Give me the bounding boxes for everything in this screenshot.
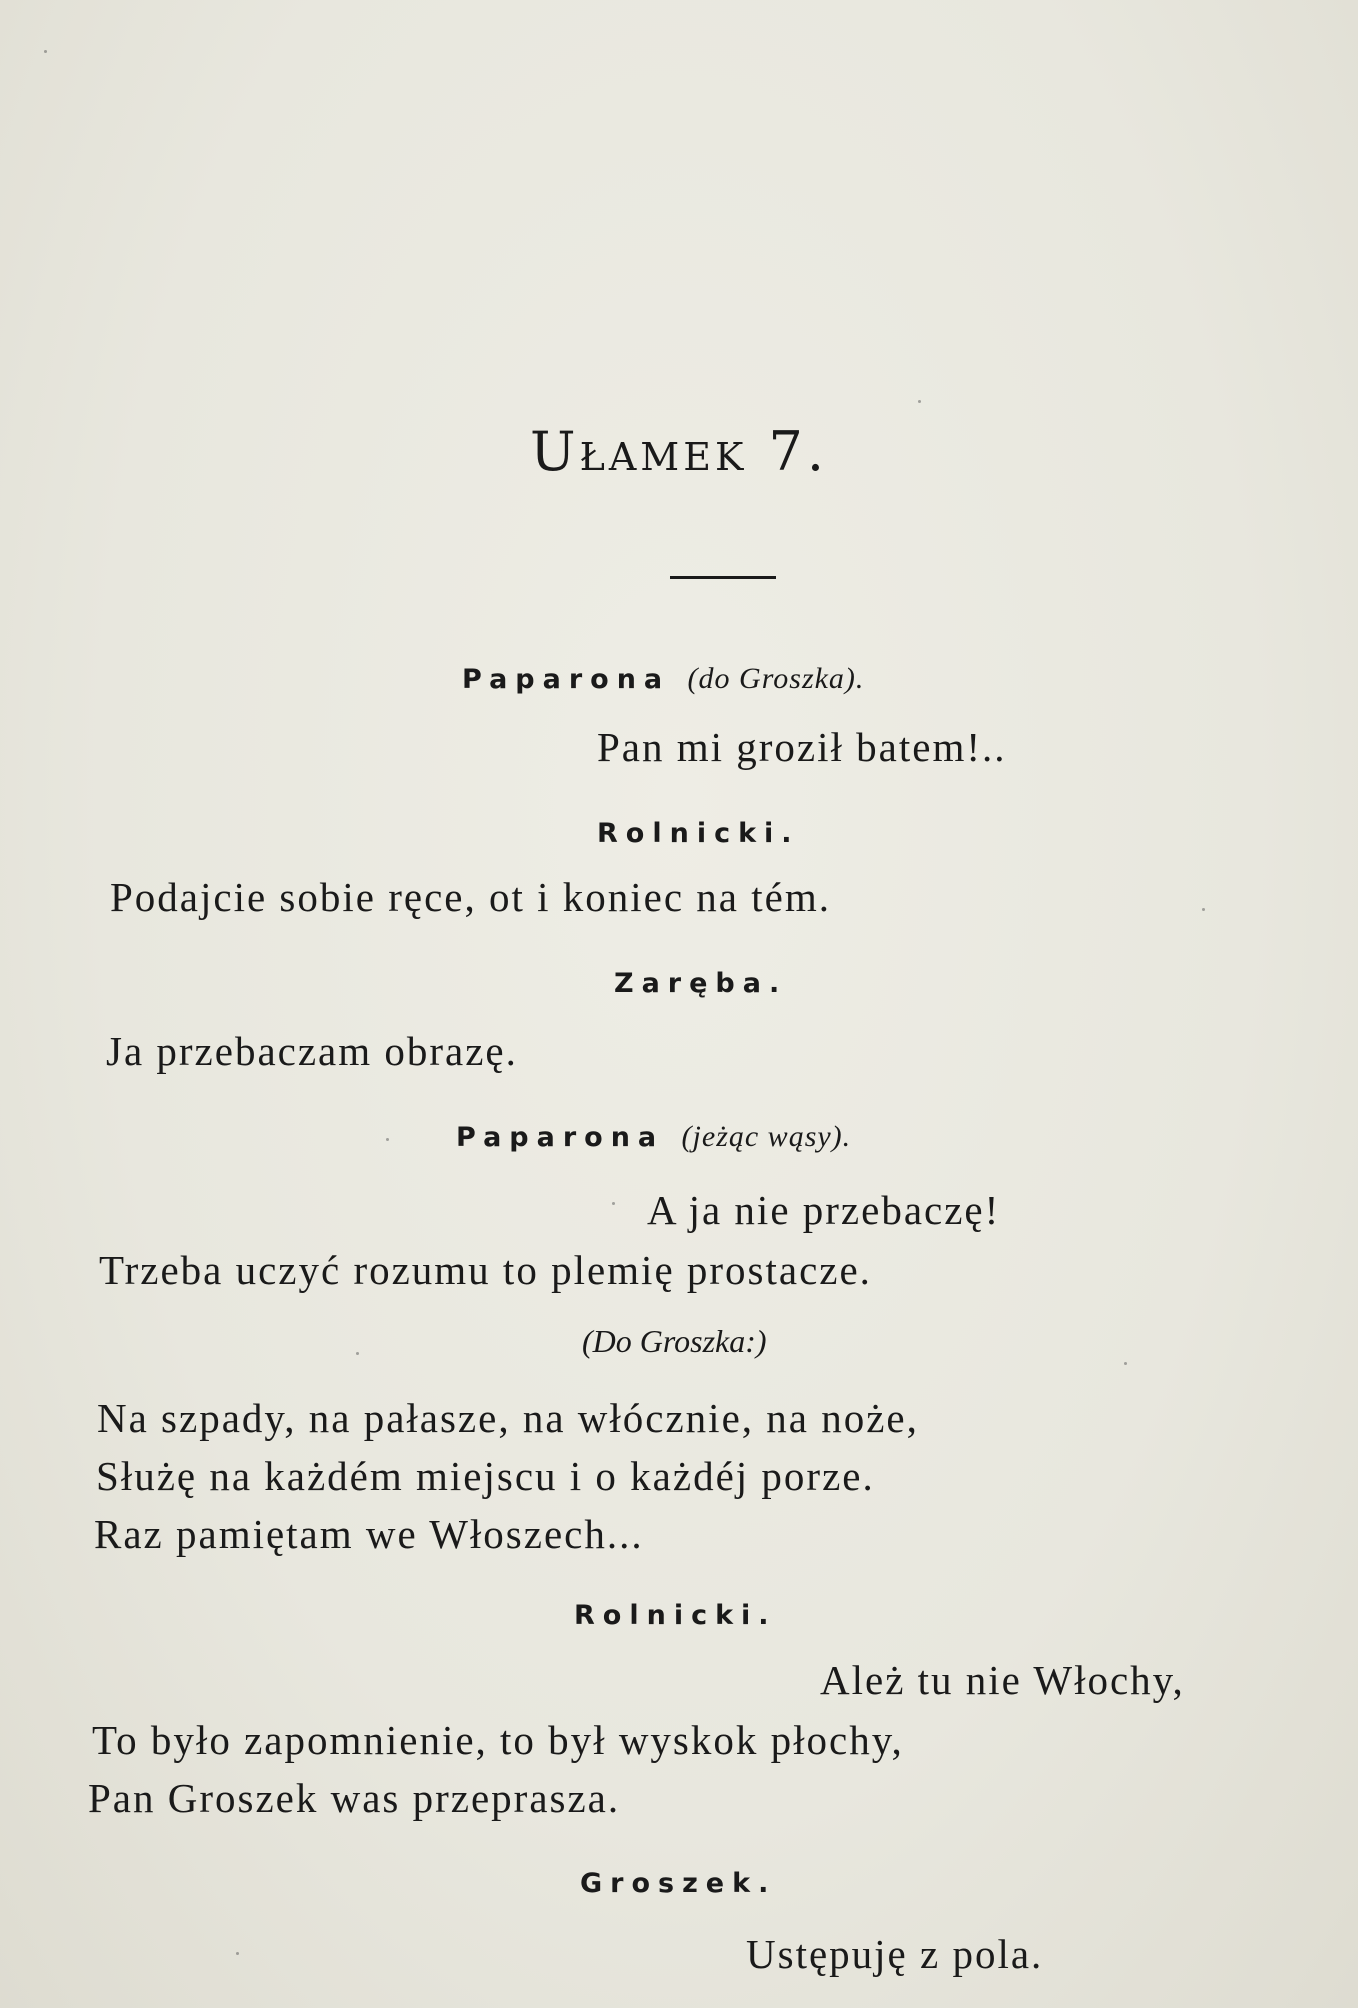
- chapter-title: Ułamek 7.: [529, 420, 829, 483]
- stage-direction: (Do Groszka:): [582, 1323, 767, 1359]
- speaker-name: Groszek.: [580, 1868, 777, 1899]
- speaker-label: Paparona: [462, 664, 671, 695]
- paper-speck: [44, 50, 47, 53]
- speaker-name: [456, 1120, 851, 1154]
- paper-speck: [612, 1202, 615, 1205]
- speaker-name: Rolnicki.: [597, 818, 800, 849]
- paper-speck: [386, 1138, 389, 1141]
- speaker-name: [462, 662, 864, 696]
- verse-line: Pan mi groził batem!..: [597, 724, 1007, 770]
- speaker-name: Zaręba.: [614, 968, 788, 999]
- paper-speck: [356, 1352, 359, 1355]
- paper-speck: [1202, 908, 1205, 911]
- speaker-label: Paparona: [456, 1122, 665, 1153]
- verse-line: Ja przebaczam obrazę.: [106, 1028, 518, 1074]
- speaker-name: Rolnicki.: [574, 1600, 777, 1631]
- verse-line: Pan Groszek was przeprasza.: [88, 1775, 621, 1821]
- verse-line: A ja nie przebaczę!: [647, 1187, 1001, 1233]
- verse-line: Raz pamiętam we Włoszech...: [94, 1511, 644, 1557]
- paper-speck: [236, 1952, 239, 1955]
- stage-direction: (jeżąc wąsy).: [681, 1120, 852, 1153]
- verse-line: Służę na każdém miejscu i o każdéj porze.: [96, 1453, 875, 1499]
- verse-line: Ustępuję z pola.: [746, 1931, 1044, 1977]
- verse-line: Ależ tu nie Włochy,: [820, 1657, 1185, 1703]
- verse-line: Na szpady, na pałasze, na włócznie, na noże,: [97, 1395, 919, 1441]
- paper-speck: [1124, 1362, 1127, 1365]
- verse-line: Trzeba uczyć rozumu to plemię prostacze.: [99, 1247, 872, 1293]
- stage-direction: (do Groszka).: [687, 662, 865, 695]
- title-rule: [670, 576, 776, 579]
- verse-line: To było zapomnienie, to był wyskok płochy,: [92, 1717, 904, 1763]
- paper-speck: [918, 400, 921, 403]
- verse-line: Podajcie sobie ręce, ot i koniec na tém.: [110, 874, 831, 920]
